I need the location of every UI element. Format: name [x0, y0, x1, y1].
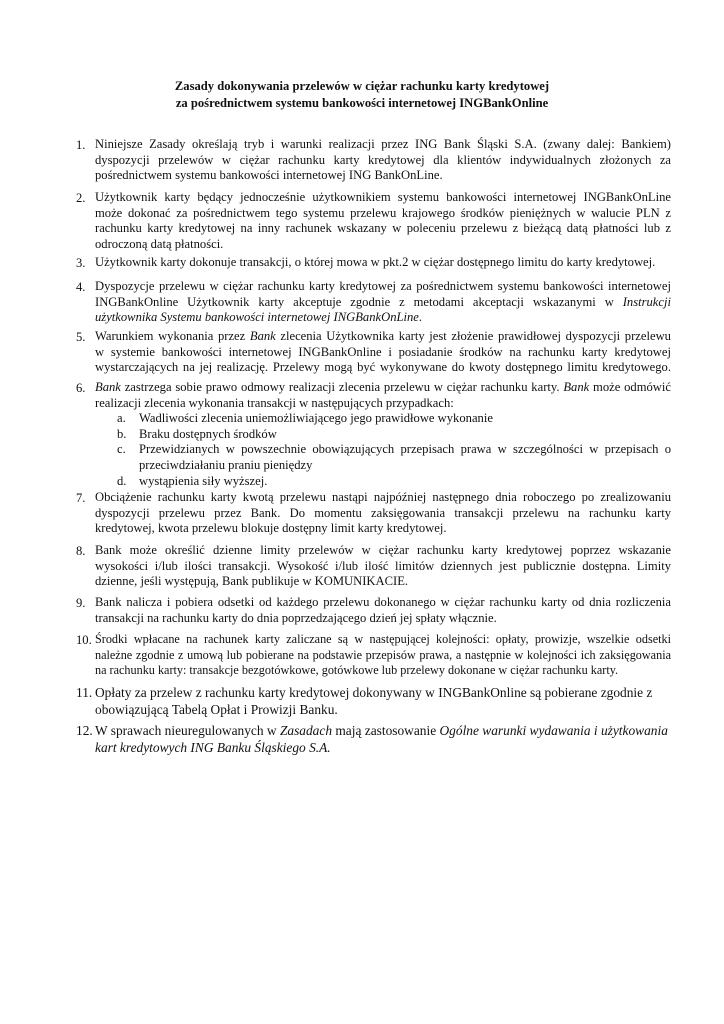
item-text-line: na rachunku karty: transakcje bezgotówkowe, gotówkowe lub przelewy dokonane w ciężar rachunku karty. — [95, 663, 619, 678]
sub-item-text: Przewidzianych w powszechnie obowiązujących przepisach prawa w szczególności w przepisach o — [139, 442, 671, 457]
item-text-line — [95, 739, 671, 756]
item-text-line: dyspozycji przelewu przez Bank. Do momentu zaksięgowania transakcji przelewu na rachunku karty — [95, 505, 671, 520]
item-text-line — [95, 295, 671, 311]
item-text-line: Użytkownik karty dokonuje transakcji, o której mowa w pkt.2 w ciężar dostępnego limitu do karty kredytowej. — [95, 255, 656, 269]
item-text-line: kredytowej, kwota przelewu blokuje dostępny limit karty kredytowej. — [95, 521, 447, 536]
sub-item-text: Braku dostępnych środków — [139, 426, 277, 441]
item-text-line: może dokonać za pośrednictwem tego systemu przelewu krajowego środków pieniężnych w walucie PLN z — [95, 205, 671, 220]
item-text-line: wysokości i/lub ilości transakcji. Wysokość i/lub ilość limitów dziennych jest publicznie dostępna. Limity — [95, 558, 671, 573]
item-number: 12. — [76, 723, 93, 738]
item-text-line — [95, 722, 671, 739]
item-text-line — [95, 380, 671, 396]
sub-item-letter: b. — [117, 426, 127, 441]
sub-list-item — [95, 474, 671, 490]
item-text-line: transakcji na rachunku karty do dnia poprzedzającego dzień jej spłaty włącznie. — [95, 610, 497, 625]
item-text-line: Użytkownik karty będący jednocześnie użytkownikiem systemu bankowości internetowej INGBankOnLine — [95, 190, 671, 204]
item-number: 7. — [76, 491, 86, 505]
item-italic-text: Zasadach — [279, 723, 333, 738]
item-italic-text: Bank — [95, 380, 121, 394]
item-text-line: Dyspozycje przelewu w ciężar rachunku karty kredytowej za pośrednictwem systemu bankowości internetowej — [95, 279, 671, 293]
item-text-line: Bank może określić dzienne limity przelewów w ciężar rachunku karty kredytowej poprzez wskazanie — [95, 543, 671, 557]
item-text: może odmówić — [593, 380, 671, 394]
item-text-line: Opłaty za przelew z rachunku karty kredytowej dokonywany w INGBankOnline są pobierane zgodnie z — [95, 685, 653, 700]
item-number: 1. — [76, 138, 86, 152]
item-text: Warunkiem wykonania przez — [95, 329, 246, 343]
item-text: zastrzega sobie prawo odmowy realizacji zlecenia przelewu w ciężar rachunku karty. — [124, 380, 560, 394]
item-text-line: wystarczających na jej realizację. Przelewy mogą być wykonywane do kwoty dostępnego limitu kredytowego. — [95, 360, 671, 375]
sub-list-item — [95, 442, 671, 473]
item-text: mają zastosowanie — [335, 723, 437, 738]
item-italic-text: Śląskiego S.A. — [254, 740, 331, 755]
sub-list-item — [95, 427, 671, 443]
item-text-line — [95, 310, 671, 326]
item-text: zlecenia Użytkownika karty jest złożenie prawidłowej dyspozycji przelewu — [280, 329, 671, 343]
item-number: 9. — [76, 596, 86, 610]
sub-list-item — [95, 411, 671, 427]
sub-item-text: Wadliwości zlecenia uniemożliwiającego jego prawidłowe wykonanie — [139, 411, 493, 426]
item-italic-text: Ogólne warunki wydawania i użytkowania — [439, 723, 668, 738]
item-text-line: Niniejsze Zasady określają tryb i warunki realizacji przez ING Bank Śląski S.A. (zwany dalej: Bankiem) — [95, 137, 671, 151]
item-italic-text: kart kredytowych ING Banku — [95, 740, 252, 755]
item-text: . — [418, 310, 423, 325]
item-number: 11. — [76, 685, 93, 700]
item-text-line: w systemie bankowości internetowej INGBankOnline i posiadanie środków na rachunku karty kredytowej — [95, 344, 671, 359]
sub-item-text: przeciwdziałaniu praniu pieniędzy — [139, 457, 313, 472]
item-text-line: realizacji zlecenia wykonania transakcji w następujących przypadkach: — [95, 395, 454, 410]
sub-item-letter: d. — [117, 473, 127, 488]
title-line-1: Zasady dokonywania przelewów w ciężar rachunku karty kredytowej — [174, 79, 550, 93]
item-italic-text: Bank — [563, 380, 590, 394]
item-text-line: obowiązującą Tabelą Opłat i Prowizji Banku. — [95, 702, 338, 717]
sub-item-text: wystąpienia siły wyższej. — [139, 473, 268, 488]
item-text-line: Obciążenie rachunku karty kwotą przelewu nastąpi najpóźniej następnego dnia roboczego po zrealizowaniu — [95, 490, 671, 504]
item-text-line: dzienne, jeśli występują, Bank publikuje w KOMUNIKACIE. — [95, 574, 409, 589]
sub-item-letter: a. — [117, 411, 126, 426]
item-number: 6. — [76, 381, 86, 395]
document-title — [0, 78, 724, 112]
item-number: 2. — [76, 191, 86, 205]
item-text-line — [95, 329, 671, 345]
item-text-line: Bank nalicza i pobiera odsetki od każdego przelewu dokonanego w ciężar rachunku karty od dnia rozliczenia — [95, 595, 671, 609]
item-text: W sprawach nieuregulowanych w — [95, 723, 277, 738]
item-number: 4. — [76, 280, 86, 294]
item-italic-text: Instrukcji — [622, 294, 671, 309]
item-italic-text: użytkownika Systemu bankowości internetowej INGBankOnLine — [95, 310, 419, 325]
sub-list — [95, 411, 671, 489]
item-italic-text: Bank — [249, 329, 276, 343]
item-number: 8. — [76, 544, 86, 558]
item-text-line: pośrednictwem systemu bankowości internetowej ING BankOnLine. — [95, 168, 443, 183]
item-text: INGBankOnline Użytkownik karty akceptuje zgodnie z metodami akceptacji wskazanymi w — [95, 294, 614, 309]
item-text-line: dyspozycji przelewów w ciężar rachunku karty kredytowej dla klientów indywidualnych złożonych za — [95, 152, 671, 167]
title-line-2: za pośrednictwem systemu bankowości internetowej INGBankOnline — [175, 96, 549, 110]
item-text-line: Środki wpłacane na rachunek karty zaliczane są w następującej kolejności: opłaty, prowizje, wszelkie odsetki — [95, 632, 671, 646]
sub-item-letter: c. — [117, 442, 126, 457]
item-text-line: odroczoną datą płatności. — [95, 236, 224, 251]
item-number: 3. — [76, 256, 86, 270]
item-number: 10. — [76, 633, 92, 647]
item-number: 5. — [76, 330, 86, 344]
item-text-line: rachunku karty kredytowej na inny rachunek wskazany w poleceniu przelewu z bieżącą datą płatności lub z — [95, 221, 671, 236]
item-text-line: należne zgodnie z umową lub pobierane na podstawie przepisów prawa, a następnie w kolejności ich zaksięgowania — [95, 647, 671, 662]
